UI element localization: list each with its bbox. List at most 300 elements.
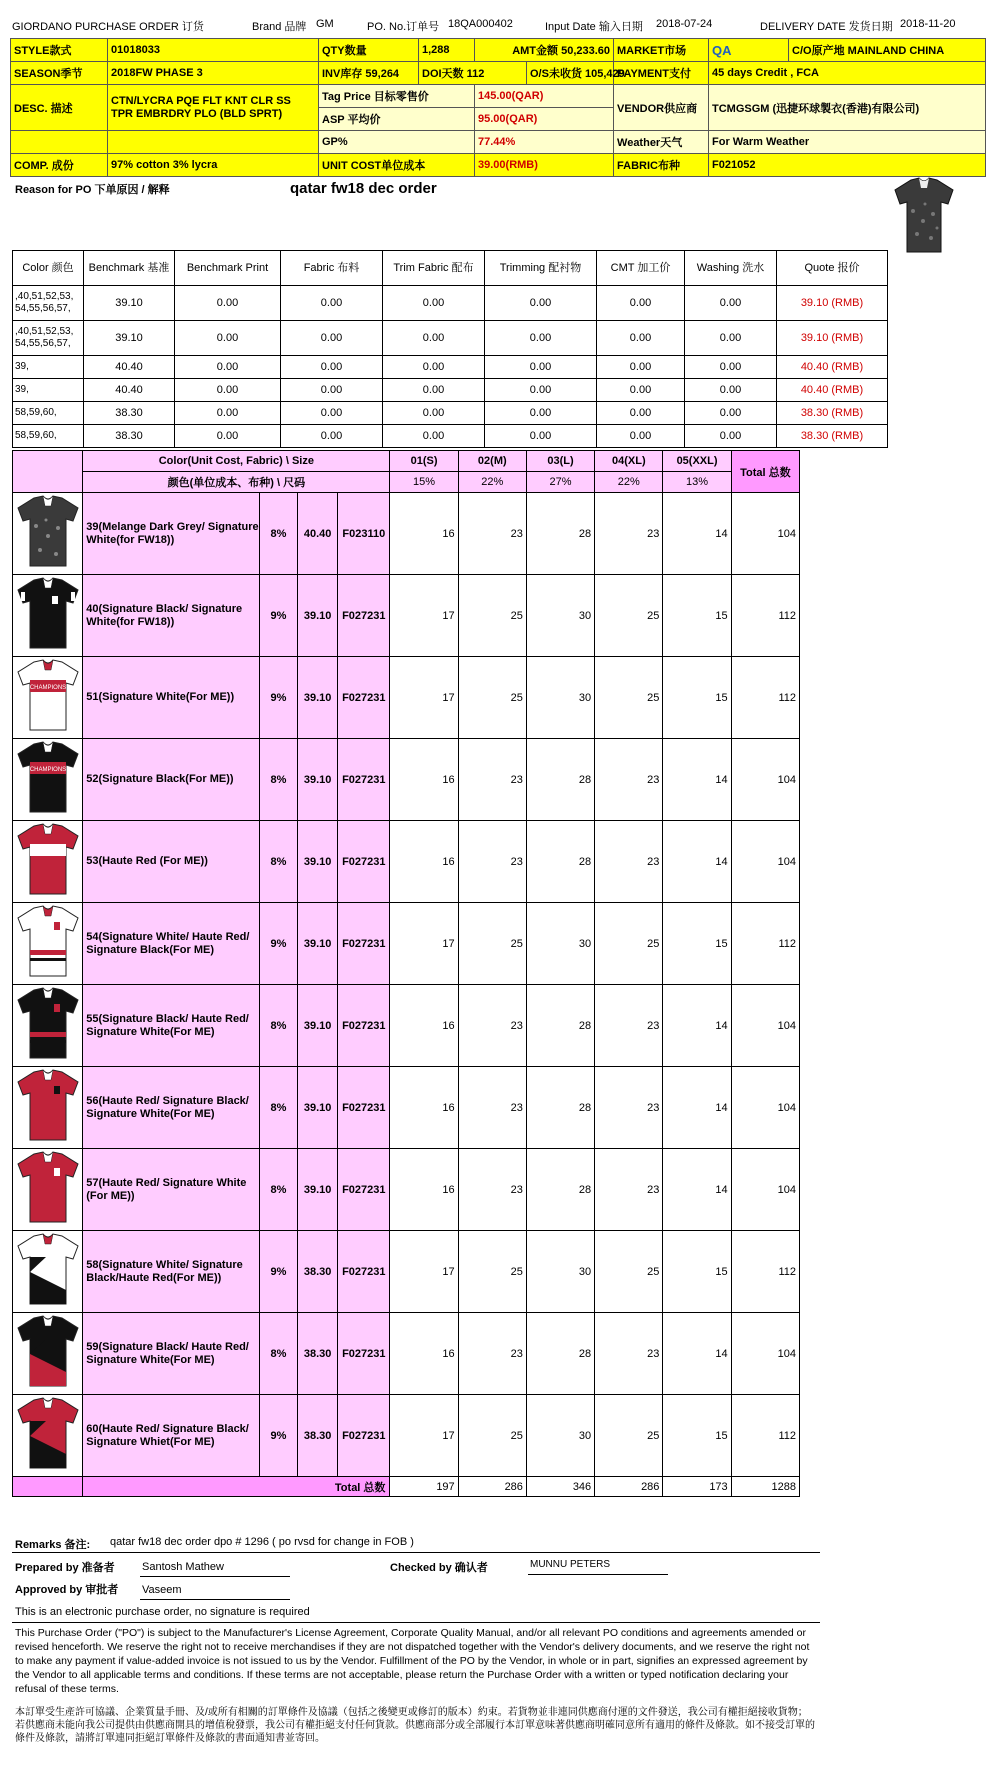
product-thumbnail bbox=[13, 1149, 83, 1231]
row-total: 112 bbox=[731, 575, 799, 657]
payment-label: PAYMENT支付 bbox=[614, 62, 709, 85]
color-description: 56(Haute Red/ Signature Black/ Signature White(For ME) bbox=[83, 1067, 260, 1149]
size-qty: 30 bbox=[526, 657, 594, 739]
cost-cell: 0.00 bbox=[281, 425, 383, 448]
polo-shirt-icon bbox=[16, 576, 80, 652]
size-qty: 15 bbox=[663, 657, 731, 739]
polo-shirt-icon bbox=[16, 1068, 80, 1144]
prepared-by: Santosh Mathew bbox=[142, 1561, 224, 1573]
color-ratio: 9% bbox=[259, 575, 297, 657]
cost-cell: 0.00 bbox=[175, 356, 281, 379]
size-qty: 25 bbox=[458, 1231, 526, 1313]
color-ratio: 9% bbox=[259, 657, 297, 739]
total-row-label: Total 总数 bbox=[83, 1477, 390, 1497]
vendor-label: VENDOR供应商 bbox=[614, 85, 709, 131]
cost-row bbox=[13, 321, 888, 356]
cost-header: Benchmark Print bbox=[175, 251, 281, 286]
color-row bbox=[13, 493, 800, 575]
gp-label: GP% bbox=[319, 131, 475, 154]
po-number: 18QA000402 bbox=[448, 18, 513, 30]
polo-shirt-icon bbox=[16, 494, 80, 570]
color-ratio: 8% bbox=[259, 739, 297, 821]
size-qty: 23 bbox=[458, 739, 526, 821]
tag-price-label: Tag Price 目标零售价 bbox=[319, 85, 475, 108]
cost-color-cell: 39, bbox=[13, 379, 84, 402]
size-header: 02(M) bbox=[458, 451, 526, 472]
color-description: 54(Signature White/ Haute Red/ Signature Black(For ME) bbox=[83, 903, 260, 985]
os-label: O/S未收货 bbox=[530, 68, 582, 80]
unit-cost: 39.10 bbox=[298, 1067, 338, 1149]
color-row bbox=[13, 1067, 800, 1149]
size-qty: 23 bbox=[595, 739, 663, 821]
color-row bbox=[13, 1231, 800, 1313]
polo-shirt-icon bbox=[16, 1150, 80, 1226]
cost-cell: 40.40 bbox=[84, 356, 175, 379]
color-row bbox=[13, 739, 800, 821]
unit-cost-value: 39.00(RMB) bbox=[475, 154, 614, 177]
product-thumbnail bbox=[13, 1067, 83, 1149]
color-description: 51(Signature White(For ME)) bbox=[83, 657, 260, 739]
po-header bbox=[12, 18, 972, 34]
desc-label: DESC. 描述 bbox=[11, 85, 108, 131]
cost-cell: 0.00 bbox=[685, 379, 777, 402]
delivery-date: 2018-11-20 bbox=[900, 18, 956, 30]
size-qty: 25 bbox=[458, 657, 526, 739]
size-qty: 23 bbox=[458, 1313, 526, 1395]
size-qty: 30 bbox=[526, 1395, 594, 1477]
signature-line bbox=[140, 1576, 290, 1577]
size-qty: 25 bbox=[458, 575, 526, 657]
prepared-label: Prepared by 准备者 bbox=[15, 1562, 115, 1574]
color-ratio: 8% bbox=[259, 1149, 297, 1231]
color-ratio: 9% bbox=[259, 1231, 297, 1313]
cost-color-cell: 58,59,60, bbox=[13, 402, 84, 425]
color-row bbox=[13, 903, 800, 985]
size-qty: 15 bbox=[663, 903, 731, 985]
cost-header: Trim Fabric 配布 bbox=[383, 251, 485, 286]
size-qty: 14 bbox=[663, 1067, 731, 1149]
remarks-label: Remarks 备注: bbox=[15, 1539, 91, 1551]
vendor-value: TCMGSGM (迅捷环球製衣(香港)有限公司) bbox=[709, 85, 986, 131]
quote-cell: 39.10 (RMB) bbox=[777, 321, 888, 356]
size-qty: 23 bbox=[458, 1067, 526, 1149]
season-label: SEASON季节 bbox=[11, 62, 108, 85]
size-qty: 23 bbox=[458, 493, 526, 575]
cost-cell: 0.00 bbox=[383, 402, 485, 425]
unit-cost: 40.40 bbox=[298, 493, 338, 575]
cost-cell: 0.00 bbox=[485, 356, 597, 379]
inv-cell bbox=[319, 62, 419, 85]
gp-value: 77.44% bbox=[475, 131, 614, 154]
size-qty: 16 bbox=[390, 1313, 458, 1395]
polo-shirt-icon bbox=[16, 1314, 80, 1390]
size-qty: 14 bbox=[663, 821, 731, 903]
fabric-value: F021052 bbox=[709, 154, 986, 177]
total-header: Total 总数 bbox=[731, 451, 799, 493]
row-total: 112 bbox=[731, 1395, 799, 1477]
size-header: 01(S) bbox=[390, 451, 458, 472]
size-qty: 30 bbox=[526, 903, 594, 985]
size-header: 03(L) bbox=[526, 451, 594, 472]
origin-label: C/O原产地 bbox=[792, 45, 845, 57]
cost-row bbox=[13, 425, 888, 448]
color-description: 53(Haute Red (For ME)) bbox=[83, 821, 260, 903]
cost-color-cell: ,40,51,52,53, 54,55,56,57, bbox=[13, 286, 84, 321]
color-size-header: Color(Unit Cost, Fabric) \ Size bbox=[83, 451, 390, 472]
cost-color-cell: ,40,51,52,53, 54,55,56,57, bbox=[13, 321, 84, 356]
amount-cell bbox=[475, 39, 614, 62]
row-total: 104 bbox=[731, 739, 799, 821]
cost-cell: 0.00 bbox=[685, 321, 777, 356]
polo-shirt-icon bbox=[16, 1232, 80, 1308]
row-total: 112 bbox=[731, 903, 799, 985]
size-qty: 28 bbox=[526, 821, 594, 903]
tag-price-value: 145.00(QAR) bbox=[475, 85, 614, 108]
unit-cost: 39.10 bbox=[298, 739, 338, 821]
color-description: 40(Signature Black/ Signature White(for FW18)) bbox=[83, 575, 260, 657]
doi-cell bbox=[419, 62, 527, 85]
checked-by: MUNNU PETERS bbox=[530, 1559, 611, 1570]
size-qty: 25 bbox=[595, 575, 663, 657]
approved-by: Vaseem bbox=[142, 1584, 182, 1596]
product-thumbnail bbox=[13, 985, 83, 1067]
size-qty: 23 bbox=[458, 1149, 526, 1231]
size-qty: 23 bbox=[595, 493, 663, 575]
origin-value: MAINLAND CHINA bbox=[847, 45, 945, 57]
cost-cell: 0.00 bbox=[597, 321, 685, 356]
color-row bbox=[13, 821, 800, 903]
weather-label: Weather天气 bbox=[614, 131, 709, 154]
amount-label: AMT金额 bbox=[512, 45, 559, 57]
cost-header: Quote 报价 bbox=[777, 251, 888, 286]
unit-cost: 39.10 bbox=[298, 575, 338, 657]
color-ratio: 8% bbox=[259, 1313, 297, 1395]
cost-header: Fabric 布料 bbox=[281, 251, 383, 286]
delivery-date-label: DELIVERY DATE 发货日期 bbox=[760, 21, 893, 33]
divider bbox=[12, 1622, 820, 1623]
color-ratio: 9% bbox=[259, 1395, 297, 1477]
qty-value: 1,288 bbox=[419, 39, 475, 62]
fabric-label: FABRIC布种 bbox=[614, 154, 709, 177]
remarks-text: qatar fw18 dec order dpo # 1296 ( po rvsd for change in FOB ) bbox=[110, 1536, 414, 1548]
grand-total: 1288 bbox=[731, 1477, 799, 1497]
brand-value: GM bbox=[316, 18, 334, 30]
market-value: QA bbox=[709, 39, 789, 62]
color-ratio: 8% bbox=[259, 821, 297, 903]
color-ratio: 8% bbox=[259, 493, 297, 575]
legal-terms-cn: 本訂單受生產許可協議、企業質量手冊、及/或所有相關的訂單條件及協議（包括之後變更或修訂的版本）約束。若貨物並非連同供應商付運的文件發送，我公司有權拒絕接收貨物；若供應商未能向我公司提供由供應商開具的增值稅發票，我公司有權拒絕支付任何貨款。供應商部分或全部履行本訂單意味著供應商明確同意所有適用的條件及條款。如不接受訂單的條件及條款，請將訂單連同拒絕訂單條件及條款的書面通知書並寄回。 bbox=[15, 1707, 815, 1744]
size-qty: 16 bbox=[390, 739, 458, 821]
unit-cost: 38.30 bbox=[298, 1395, 338, 1477]
color-row bbox=[13, 1149, 800, 1231]
cost-color-cell: 39, bbox=[13, 356, 84, 379]
color-description: 52(Signature Black(For ME)) bbox=[83, 739, 260, 821]
po-info-table bbox=[10, 38, 986, 177]
product-image bbox=[893, 176, 955, 256]
fabric-code: F027231 bbox=[338, 1395, 390, 1477]
size-qty: 23 bbox=[595, 1149, 663, 1231]
doi-value: 112 bbox=[466, 68, 485, 80]
doi-label: DOI天数 bbox=[422, 68, 464, 80]
cost-cell: 0.00 bbox=[383, 321, 485, 356]
cost-cell: 0.00 bbox=[485, 402, 597, 425]
size-qty: 30 bbox=[526, 1231, 594, 1313]
color-description: 39(Melange Dark Grey/ Signature White(for FW18)) bbox=[83, 493, 260, 575]
cost-cell: 0.00 bbox=[597, 356, 685, 379]
cost-cell: 0.00 bbox=[281, 286, 383, 321]
color-description: 59(Signature Black/ Haute Red/ Signature White(For ME) bbox=[83, 1313, 260, 1395]
cost-cell: 38.30 bbox=[84, 402, 175, 425]
cost-cell: 0.00 bbox=[281, 402, 383, 425]
polo-shirt-icon bbox=[16, 822, 80, 898]
input-date-label: Input Date 输入日期 bbox=[545, 21, 643, 33]
size-qty: 28 bbox=[526, 493, 594, 575]
total-qty: 286 bbox=[595, 1477, 663, 1497]
po-note: qatar fw18 dec order bbox=[290, 180, 437, 197]
product-thumbnail bbox=[13, 575, 83, 657]
product-thumbnail bbox=[13, 493, 83, 575]
cost-cell: 0.00 bbox=[485, 425, 597, 448]
color-row bbox=[13, 1395, 800, 1477]
row-total: 104 bbox=[731, 1313, 799, 1395]
fabric-code: F027231 bbox=[338, 1067, 390, 1149]
size-qty: 28 bbox=[526, 739, 594, 821]
row-total: 112 bbox=[731, 657, 799, 739]
row-total: 104 bbox=[731, 1067, 799, 1149]
cost-cell: 39.10 bbox=[84, 321, 175, 356]
fabric-code: F023110 bbox=[338, 493, 390, 575]
cost-cell: 0.00 bbox=[685, 402, 777, 425]
cost-cell: 0.00 bbox=[175, 286, 281, 321]
amount-value: 50,233.60 bbox=[561, 45, 611, 57]
cost-cell: 0.00 bbox=[383, 425, 485, 448]
polo-shirt-icon bbox=[16, 740, 80, 816]
desc-value: CTN/LYCRA PQE FLT KNT CLR SS TPR EMBRDRY PLO (BLD SPRT) bbox=[108, 85, 319, 131]
unit-cost: 39.10 bbox=[298, 657, 338, 739]
total-qty: 346 bbox=[526, 1477, 594, 1497]
cost-cell: 0.00 bbox=[485, 379, 597, 402]
style-label: STYLE款式 bbox=[11, 39, 108, 62]
fabric-code: F027231 bbox=[338, 1231, 390, 1313]
size-qty: 16 bbox=[390, 493, 458, 575]
size-ratio: 13% bbox=[663, 472, 731, 493]
size-qty: 16 bbox=[390, 985, 458, 1067]
cost-cell: 38.30 bbox=[84, 425, 175, 448]
color-row bbox=[13, 1313, 800, 1395]
size-ratio: 15% bbox=[390, 472, 458, 493]
image-header bbox=[13, 451, 83, 493]
qty-label: QTY数量 bbox=[319, 39, 419, 62]
fabric-code: F027231 bbox=[338, 1149, 390, 1231]
polo-shirt-icon bbox=[16, 1396, 80, 1472]
size-qty: 25 bbox=[458, 903, 526, 985]
cost-cell: 0.00 bbox=[383, 356, 485, 379]
size-ratio: 22% bbox=[458, 472, 526, 493]
size-qty: 28 bbox=[526, 985, 594, 1067]
cost-header: Color 颜色 bbox=[13, 251, 84, 286]
inv-value: 59,264 bbox=[365, 68, 400, 80]
unit-cost: 39.10 bbox=[298, 1149, 338, 1231]
cost-row bbox=[13, 379, 888, 402]
size-qty: 28 bbox=[526, 1149, 594, 1231]
cost-header: Trimming 配衬物 bbox=[485, 251, 597, 286]
cost-header: Washing 洗水 bbox=[685, 251, 777, 286]
size-qty: 17 bbox=[390, 1395, 458, 1477]
cost-cell: 0.00 bbox=[685, 286, 777, 321]
unit-cost: 38.30 bbox=[298, 1313, 338, 1395]
color-description: 57(Haute Red/ Signature White (For ME)) bbox=[83, 1149, 260, 1231]
quote-cell: 40.40 (RMB) bbox=[777, 379, 888, 402]
size-qty: 17 bbox=[390, 575, 458, 657]
size-ratio: 22% bbox=[595, 472, 663, 493]
row-total: 112 bbox=[731, 1231, 799, 1313]
season-value: 2018FW PHASE 3 bbox=[108, 62, 319, 85]
size-qty: 23 bbox=[595, 1313, 663, 1395]
cost-cell: 0.00 bbox=[485, 321, 597, 356]
size-qty: 25 bbox=[458, 1395, 526, 1477]
po-title: GIORDANO PURCHASE ORDER 订货 bbox=[12, 21, 204, 33]
cost-cell: 0.00 bbox=[383, 286, 485, 321]
signature-line bbox=[528, 1574, 668, 1575]
cost-cell: 0.00 bbox=[597, 425, 685, 448]
reason-label: Reason for PO 下单原因 / 解释 bbox=[15, 184, 170, 196]
cost-cell: 0.00 bbox=[597, 379, 685, 402]
comp-value: 97% cotton 3% lycra bbox=[108, 154, 319, 177]
legal-terms-en: This Purchase Order ("PO") is subject to the Manufacturer's License Agreement, Corporate Quality Manual, and/or all relevant PO conditions and agreements amended or revised henceforth. We reserve the right not to receive merchandises if they are not dispatched together with the Vendor's delivery documents, and we reserve the right not to make any payment if value-added invoice is not issued to us by the Vendor. Fulfillment of the PO by the Vendor, in whole or in part, signifies an expressed agreement by the Vendor to all applicable terms and conditions. If these terms are not acceptable, please return the Purchase Order with a written or typed notification declaring your refusal of these terms. bbox=[15, 1627, 810, 1695]
product-thumbnail bbox=[13, 739, 83, 821]
payment-value: 45 days Credit , FCA bbox=[709, 62, 986, 85]
size-qty: 23 bbox=[458, 821, 526, 903]
market-label: MARKET市场 bbox=[614, 39, 709, 62]
polo-shirt-icon bbox=[16, 658, 80, 734]
size-qty: 14 bbox=[663, 985, 731, 1067]
row-total: 104 bbox=[731, 1149, 799, 1231]
cost-cell: 39.10 bbox=[84, 286, 175, 321]
color-ratio: 8% bbox=[259, 985, 297, 1067]
asp-label: ASP 平均价 bbox=[319, 108, 475, 131]
fabric-code: F027231 bbox=[338, 1313, 390, 1395]
cost-header: CMT 加工价 bbox=[597, 251, 685, 286]
style-value: 01018033 bbox=[108, 39, 319, 62]
inv-label: INV库存 bbox=[322, 68, 363, 80]
color-row bbox=[13, 575, 800, 657]
cost-header: Benchmark 基准 bbox=[84, 251, 175, 286]
size-qty: 17 bbox=[390, 657, 458, 739]
cost-cell: 0.00 bbox=[597, 402, 685, 425]
svg-text:CHAMPIONS: CHAMPIONS bbox=[29, 767, 66, 773]
size-qty: 17 bbox=[390, 1231, 458, 1313]
fabric-code: F027231 bbox=[338, 985, 390, 1067]
approved-label: Approved by 审批者 bbox=[15, 1584, 119, 1596]
size-qty: 23 bbox=[595, 1067, 663, 1149]
cost-row bbox=[13, 356, 888, 379]
size-qty: 23 bbox=[458, 985, 526, 1067]
cost-cell: 0.00 bbox=[281, 321, 383, 356]
color-ratio: 8% bbox=[259, 1067, 297, 1149]
cost-cell: 0.00 bbox=[281, 356, 383, 379]
size-qty: 28 bbox=[526, 1067, 594, 1149]
size-qty: 28 bbox=[526, 1313, 594, 1395]
cost-cell: 0.00 bbox=[175, 321, 281, 356]
svg-text:CHAMPIONS: CHAMPIONS bbox=[29, 685, 66, 691]
total-qty: 173 bbox=[663, 1477, 731, 1497]
size-qty: 14 bbox=[663, 493, 731, 575]
size-qty: 15 bbox=[663, 1231, 731, 1313]
size-qty: 25 bbox=[595, 657, 663, 739]
size-header: 05(XXL) bbox=[663, 451, 731, 472]
checked-label: Checked by 确认者 bbox=[390, 1562, 488, 1574]
size-qty: 16 bbox=[390, 1067, 458, 1149]
signature-line bbox=[140, 1599, 290, 1600]
size-qty: 15 bbox=[663, 1395, 731, 1477]
total-qty: 286 bbox=[458, 1477, 526, 1497]
color-description: 55(Signature Black/ Haute Red/ Signature White(For ME) bbox=[83, 985, 260, 1067]
size-qty: 23 bbox=[595, 985, 663, 1067]
polo-shirt-icon bbox=[16, 986, 80, 1062]
product-thumbnail bbox=[13, 657, 83, 739]
cost-cell: 0.00 bbox=[597, 286, 685, 321]
cost-row bbox=[13, 286, 888, 321]
cost-color-cell: 58,59,60, bbox=[13, 425, 84, 448]
asp-value: 95.00(QAR) bbox=[475, 108, 614, 131]
size-ratio: 27% bbox=[526, 472, 594, 493]
origin-cell bbox=[789, 39, 986, 62]
size-qty: 25 bbox=[595, 1395, 663, 1477]
product-thumbnail bbox=[13, 1231, 83, 1313]
electronic-note: This is an electronic purchase order, no signature is required bbox=[15, 1606, 310, 1618]
unit-cost: 39.10 bbox=[298, 821, 338, 903]
fabric-code: F027231 bbox=[338, 575, 390, 657]
color-description: 60(Haute Red/ Signature Black/ Signature Whiet(For ME) bbox=[83, 1395, 260, 1477]
weather-value: For Warm Weather bbox=[709, 131, 986, 154]
size-qty: 14 bbox=[663, 739, 731, 821]
comp-label: COMP. 成份 bbox=[11, 154, 108, 177]
color-row bbox=[13, 985, 800, 1067]
product-thumbnail bbox=[13, 1395, 83, 1477]
cost-cell: 0.00 bbox=[175, 425, 281, 448]
fabric-code: F027231 bbox=[338, 657, 390, 739]
cost-cell: 0.00 bbox=[485, 286, 597, 321]
fabric-code: F027231 bbox=[338, 903, 390, 985]
quote-cell: 39.10 (RMB) bbox=[777, 286, 888, 321]
size-qty: 17 bbox=[390, 903, 458, 985]
total-qty: 197 bbox=[390, 1477, 458, 1497]
color-size-header-cn: 颜色(单位成本、布种) \ 尺码 bbox=[83, 472, 390, 493]
unit-cost: 39.10 bbox=[298, 903, 338, 985]
row-total: 104 bbox=[731, 985, 799, 1067]
cost-cell: 0.00 bbox=[383, 379, 485, 402]
size-qty: 14 bbox=[663, 1149, 731, 1231]
empty-cell bbox=[11, 131, 108, 154]
os-value: 105,429 bbox=[585, 68, 625, 80]
divider bbox=[12, 1552, 820, 1553]
cost-cell: 40.40 bbox=[84, 379, 175, 402]
cost-cell: 0.00 bbox=[685, 356, 777, 379]
size-qty: 15 bbox=[663, 575, 731, 657]
quote-cell: 38.30 (RMB) bbox=[777, 402, 888, 425]
size-header: 04(XL) bbox=[595, 451, 663, 472]
color-ratio: 9% bbox=[259, 903, 297, 985]
fabric-code: F027231 bbox=[338, 821, 390, 903]
os-cell bbox=[527, 62, 625, 85]
size-qty: 25 bbox=[595, 1231, 663, 1313]
cost-row bbox=[13, 402, 888, 425]
size-qty: 23 bbox=[595, 821, 663, 903]
cost-breakdown-table bbox=[12, 250, 888, 448]
unit-cost-label: UNIT COST单位成本 bbox=[319, 154, 475, 177]
empty-cell bbox=[108, 131, 319, 154]
product-thumbnail bbox=[13, 1313, 83, 1395]
